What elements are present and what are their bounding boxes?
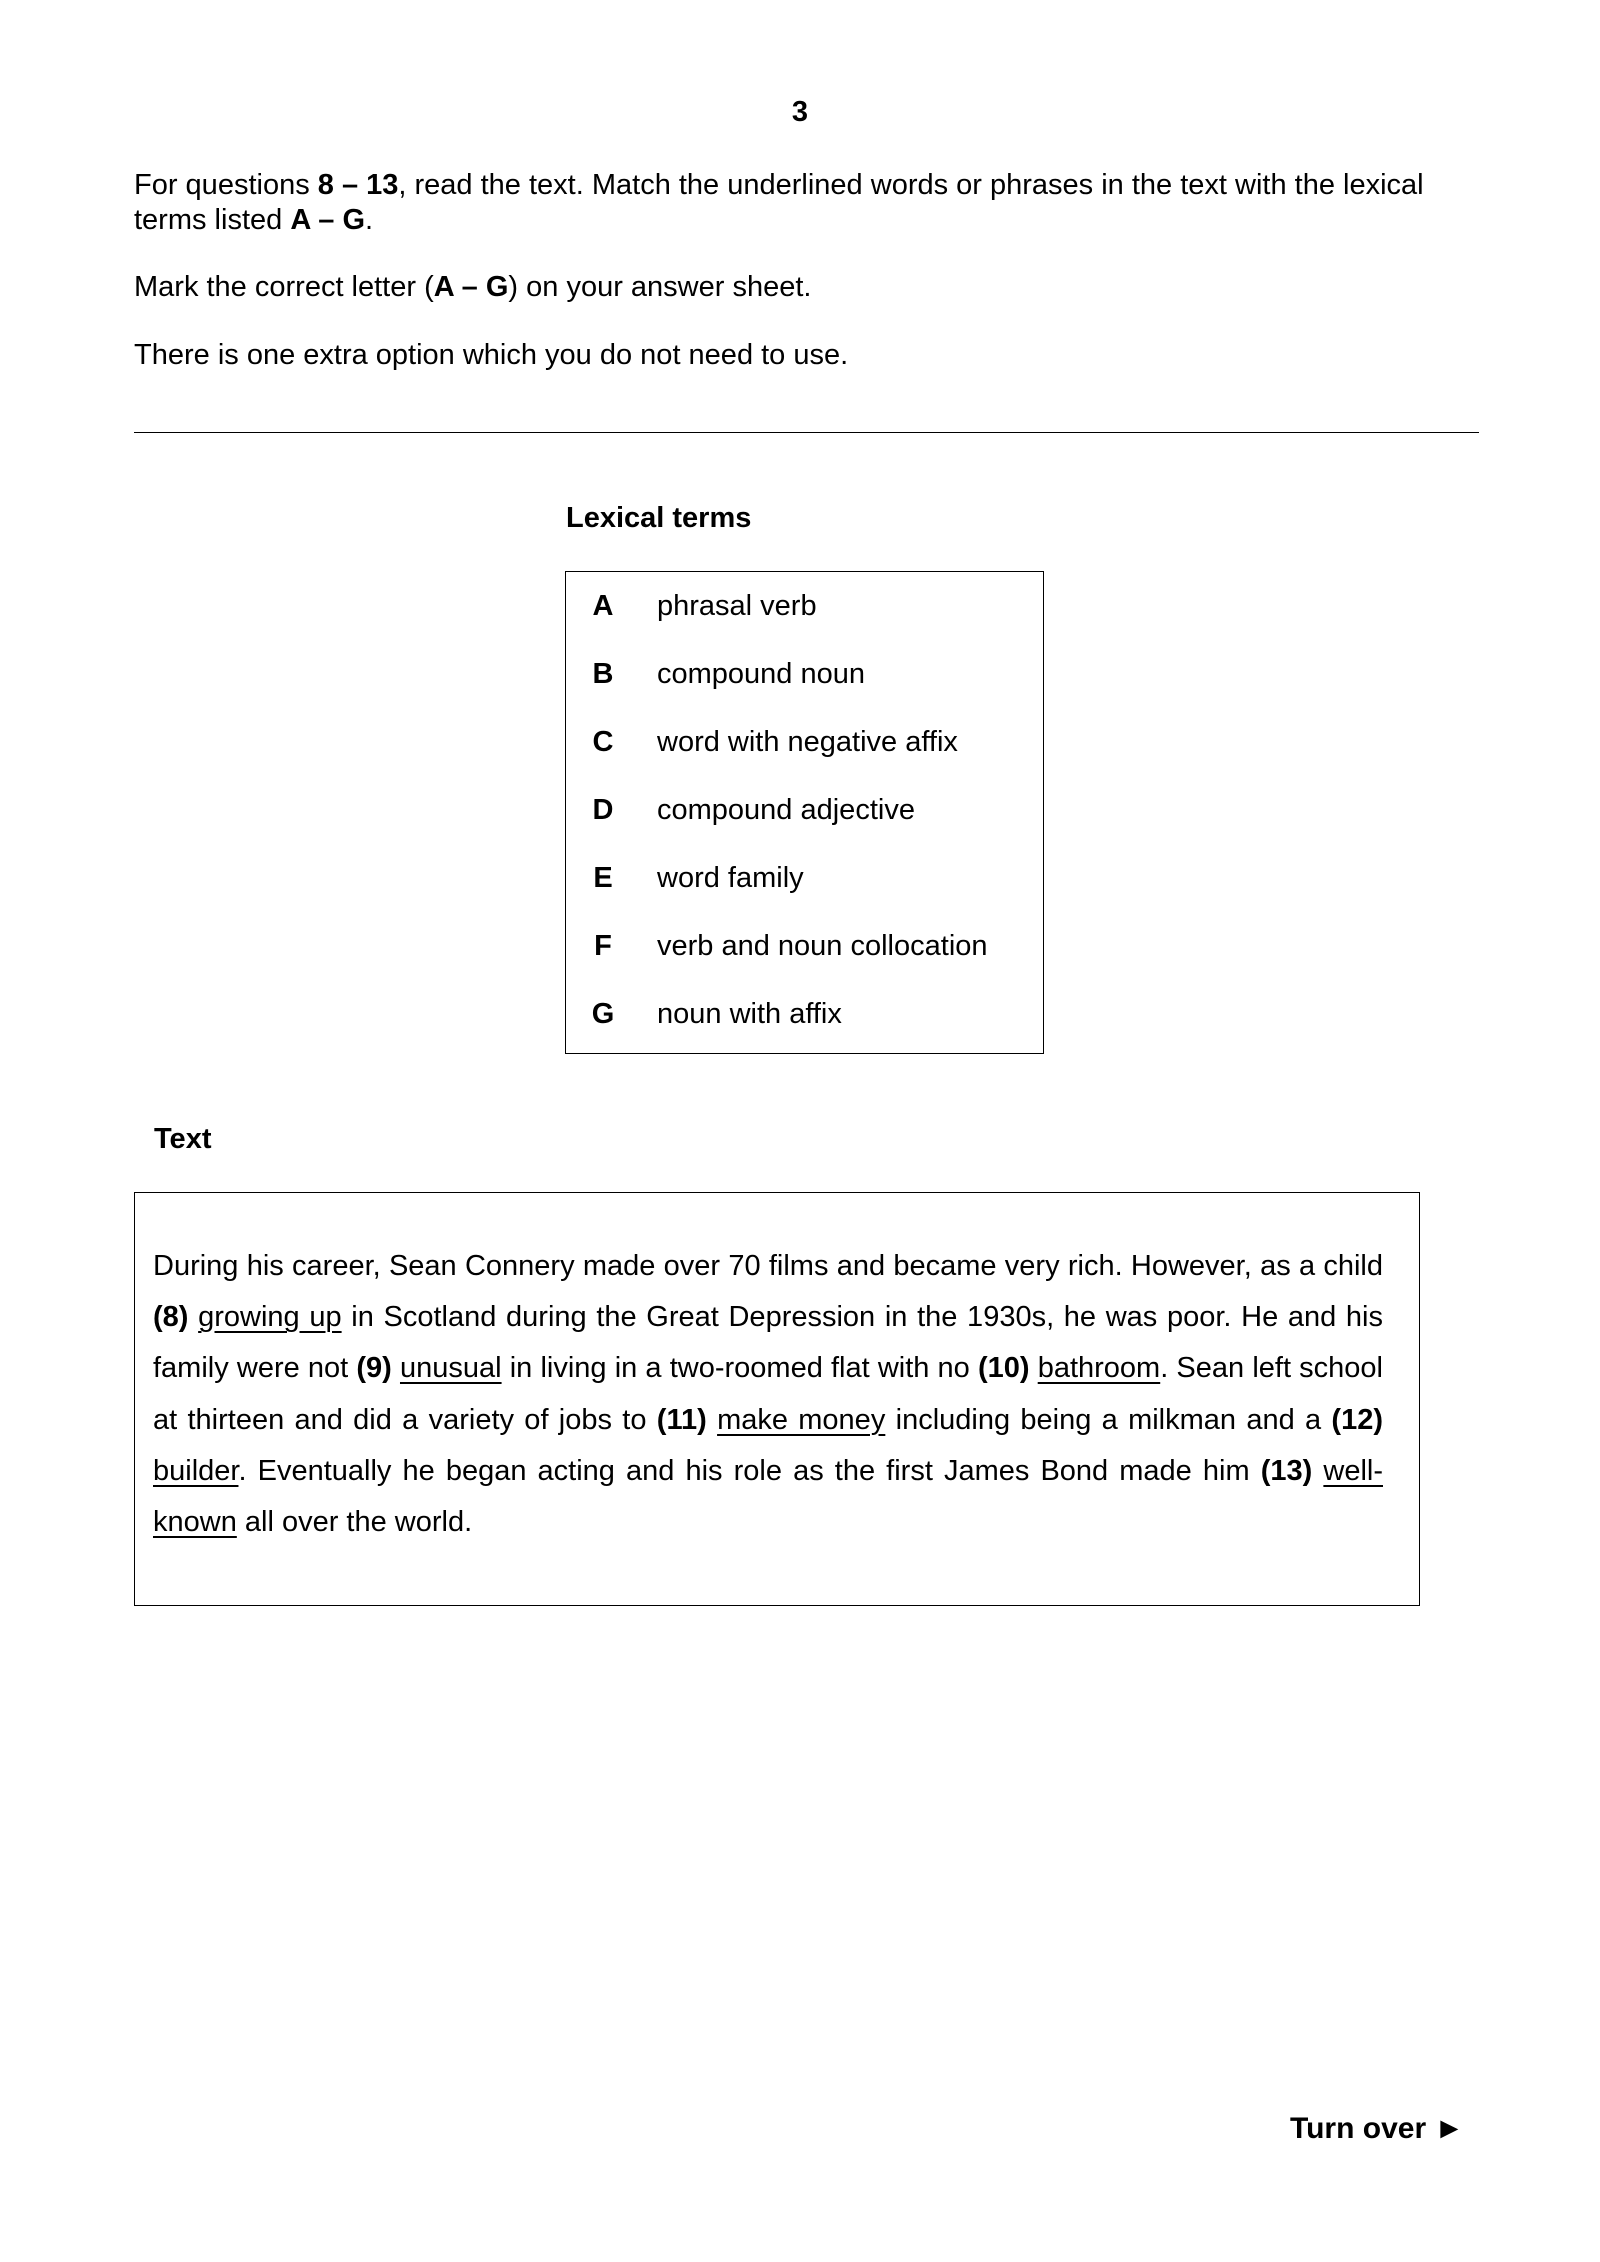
instruction-paragraph-extra: There is one extra option which you do not need to use. xyxy=(134,339,849,371)
term-label: noun with affix xyxy=(657,998,842,1030)
underlined-phrase-8: growing up xyxy=(198,1301,342,1334)
text-passage-box xyxy=(134,1192,1420,1606)
term-label: phrasal verb xyxy=(657,590,817,622)
instruction-text: For questions xyxy=(134,169,318,201)
instruction-paragraph-mark xyxy=(134,270,1479,305)
term-letter: F xyxy=(594,930,612,962)
lexical-terms-box xyxy=(565,571,1044,1054)
question-range: 8 – 13 xyxy=(317,169,399,201)
passage-text: . Eventually he began acting and his role as the first James Bond made him xyxy=(238,1454,1261,1487)
question-number-9: (9) xyxy=(356,1352,392,1385)
lexical-terms-title: Lexical terms xyxy=(566,502,752,534)
letter-range: A – G xyxy=(433,271,509,303)
passage-text: all over the world. xyxy=(236,1506,473,1539)
instruction-text: Mark the correct letter ( xyxy=(134,271,434,303)
passage-text: . Sean left school at thirteen and did a variety of jobs to xyxy=(153,1352,1383,1436)
term-letter: E xyxy=(593,862,613,894)
question-number-12: (12) xyxy=(1331,1403,1383,1436)
term-label: compound adjective xyxy=(657,794,915,826)
term-label: verb and noun collocation xyxy=(657,930,988,962)
term-letter: G xyxy=(591,998,615,1030)
turn-over-label: Turn over ► xyxy=(1290,2112,1465,2145)
underlined-phrase-10: bathroom xyxy=(1037,1352,1161,1385)
instruction-text: . xyxy=(365,204,374,236)
term-label: word family xyxy=(657,862,804,894)
horizontal-divider xyxy=(134,432,1479,433)
question-number-10: (10) xyxy=(977,1352,1030,1385)
page-number: 3 xyxy=(791,96,809,128)
passage-text: in Scotland during the Great Depression in the 1930s, he was poor. He and his family were not xyxy=(153,1301,1383,1385)
question-number-11: (11) xyxy=(656,1403,707,1436)
passage-text: including being a milkman and a xyxy=(885,1403,1332,1436)
question-number-13: (13) xyxy=(1260,1454,1313,1487)
text-section-title: Text xyxy=(154,1123,212,1155)
term-letter: A xyxy=(592,590,614,622)
underlined-phrase-12: builder xyxy=(153,1454,239,1487)
term-letter: D xyxy=(592,794,614,826)
passage-text: in living in a two-roomed flat with no xyxy=(501,1352,978,1385)
term-label: word with negative affix xyxy=(657,726,958,758)
term-label: compound noun xyxy=(657,658,865,690)
term-letter: C xyxy=(592,726,614,758)
instruction-paragraph-questions xyxy=(134,168,1479,238)
letter-range: A – G xyxy=(290,204,365,236)
term-letter: B xyxy=(592,658,614,690)
instruction-text: , read the text. Match the underlined words or phrases in the text with the lexical terms listed xyxy=(134,169,1424,236)
underlined-phrase-13: well-known xyxy=(153,1454,1383,1539)
underlined-phrase-9: unusual xyxy=(399,1352,502,1385)
underlined-phrase-11: make money xyxy=(717,1403,886,1436)
passage-text: During his career, Sean Connery made over 70 films and became very rich. However, as a child xyxy=(153,1250,1383,1282)
question-number-8: (8) xyxy=(153,1301,189,1334)
passage-paragraph xyxy=(153,1241,1383,1548)
instruction-text: ) on your answer sheet. xyxy=(508,271,812,303)
